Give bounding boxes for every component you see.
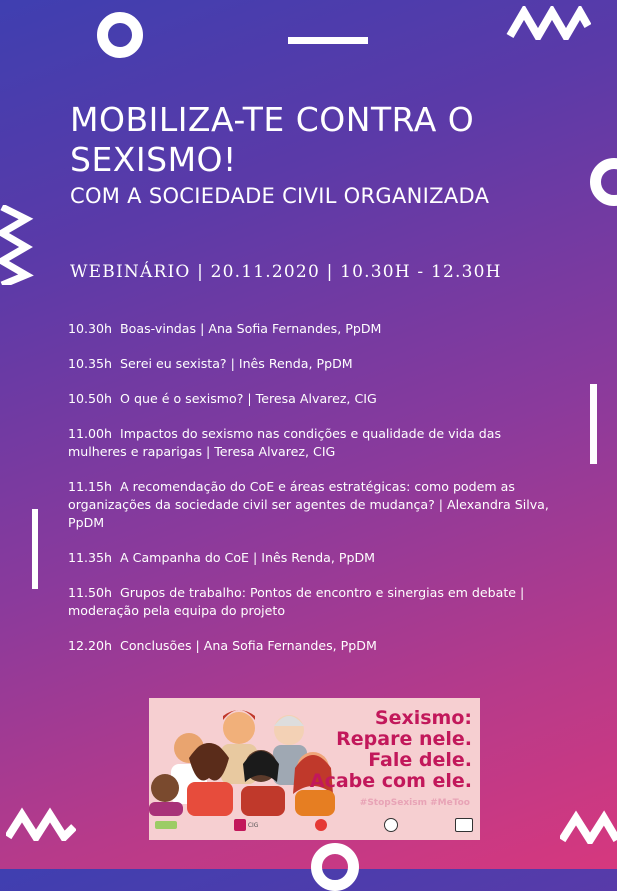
zigzag-decoration-top-right	[506, 6, 591, 40]
logo-cig-text: CIG	[247, 821, 259, 829]
ring-decoration-right	[590, 158, 617, 206]
banner-slogan	[310, 708, 472, 792]
agenda-text: Conclusões | Ana Sofia Fernandes, PpDM	[120, 638, 377, 653]
ring-decoration-bottom	[311, 843, 359, 891]
agenda-text: A recomendação do CoE e áreas estratégicas: como podem as organizações da sociedade civil ser agentes de mudança? | Alexandra Silva, PpDM	[68, 479, 549, 530]
agenda-text: O que é o sexismo? | Teresa Alvarez, CIG	[120, 391, 377, 406]
logo-cig	[234, 819, 259, 831]
zigzag-decoration-bottom-left	[6, 807, 76, 841]
agenda-time: 10.35h	[68, 356, 113, 371]
logo-portugal-government	[155, 821, 177, 829]
agenda-item	[68, 549, 558, 567]
hashtags: #StopSexism #MeToo	[359, 798, 470, 808]
slogan-line-2: Repare nele.	[336, 728, 472, 750]
ring-decoration-top-left	[97, 12, 143, 58]
slogan-line-4: Acabe com ele.	[309, 770, 472, 792]
agenda-text: Boas-vindas | Ana Sofia Fernandes, PpDM	[120, 321, 382, 336]
agenda-item	[68, 390, 558, 408]
slogan-line-3: Fale dele.	[368, 749, 472, 771]
agenda-item	[68, 425, 558, 461]
agenda-time: 12.20h	[68, 638, 113, 653]
bar-decoration-top	[288, 37, 368, 44]
partner-logos	[155, 814, 473, 836]
title-line-1: MOBILIZA-TE CONTRA O	[70, 100, 475, 139]
page-title	[70, 100, 590, 180]
campaign-banner	[149, 698, 480, 840]
agenda-time: 11.50h	[68, 585, 113, 600]
webinar-date-time: WEBINÁRIO | 20.11.2020 | 10.30H - 12.30H	[70, 262, 502, 282]
agenda-item	[68, 320, 558, 338]
zigzag-decoration-left	[0, 205, 34, 285]
bar-decoration-right	[590, 384, 597, 464]
agenda-item	[68, 584, 558, 620]
agenda-time: 11.35h	[68, 550, 113, 565]
agenda-time: 11.00h	[68, 426, 113, 441]
logo-council-of-europe	[455, 818, 473, 832]
agenda-time: 11.15h	[68, 479, 113, 494]
title-line-2: SEXISMO!	[70, 140, 237, 179]
subtitle: COM A SOCIEDADE CIVIL ORGANIZADA	[70, 184, 490, 208]
agenda-item	[68, 637, 558, 655]
logo-partner-circle	[384, 818, 398, 832]
bar-decoration-left	[32, 509, 38, 589]
agenda-item	[68, 355, 558, 373]
agenda-text: Serei eu sexista? | Inês Renda, PpDM	[120, 356, 353, 371]
agenda-item	[68, 478, 558, 532]
agenda-time: 10.50h	[68, 391, 113, 406]
slogan-line-1: Sexismo:	[374, 707, 472, 729]
zigzag-decoration-bottom-right	[560, 810, 617, 844]
agenda-text: Grupos de trabalho: Pontos de encontro e sinergias em debate | moderação pela equipa do projeto	[68, 585, 525, 618]
agenda-text: Impactos do sexismo nas condições e qualidade de vida das mulheres e raparigas | Teresa Alvarez, CIG	[68, 426, 502, 459]
agenda-time: 10.30h	[68, 321, 113, 336]
agenda-list	[68, 320, 558, 672]
agenda-text: A Campanha do CoE | Inês Renda, PpDM	[120, 550, 376, 565]
logo-ppdm	[315, 819, 327, 831]
